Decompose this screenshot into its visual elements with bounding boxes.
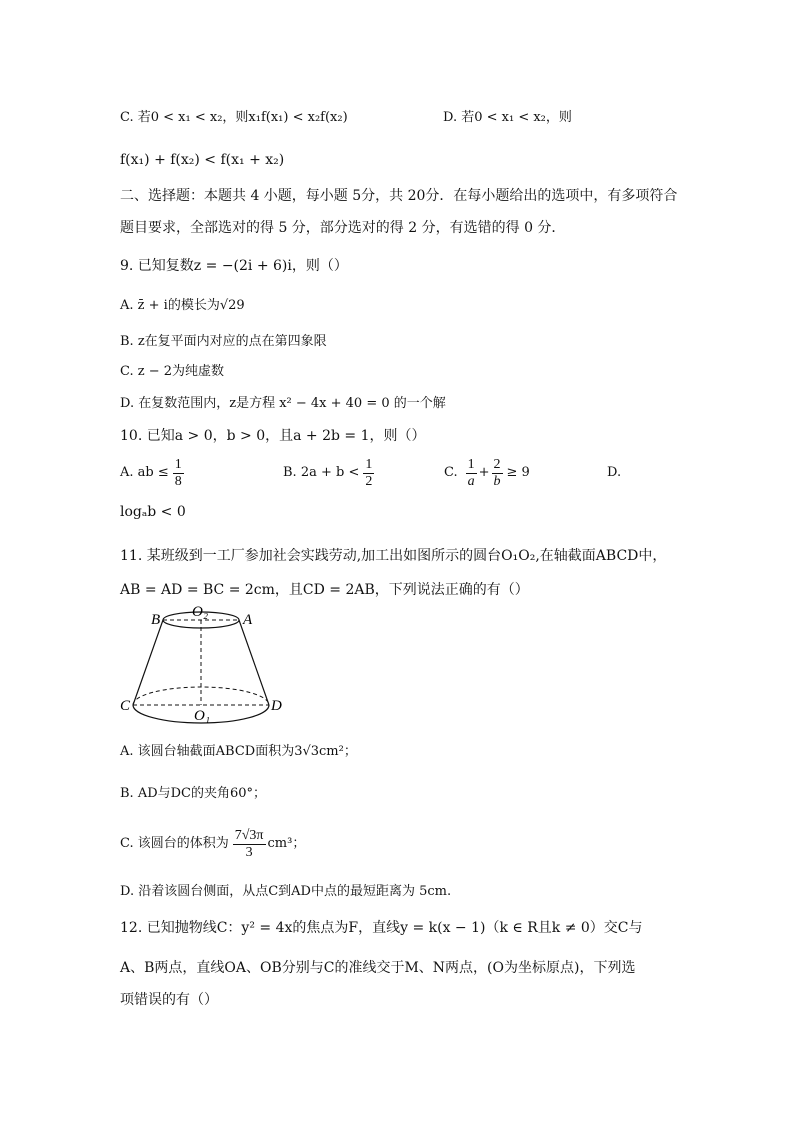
label-O1: O₁: [194, 708, 211, 724]
q12-stem-line2: A、B两点，直线OA、OB分别与C的准线交于M、N两点，(O为坐标原点)，下列选: [120, 960, 636, 976]
q10-b-fraction: [363, 457, 374, 490]
q10-b-prefix: B. 2a + b <: [283, 465, 360, 480]
q11-c-suffix: cm³；: [267, 836, 306, 851]
bottom-ellipse-back: [133, 687, 269, 705]
q10-c-numerator1: 1: [467, 456, 475, 472]
q10-a-numerator: 1: [174, 456, 182, 472]
q9-stem: 9. 已知复数z = −(2i + 6)i，则（）: [120, 258, 348, 274]
q10-c-denominator2: b: [493, 473, 501, 489]
q11-c-prefix: C. 该圆台的体积为: [120, 836, 229, 851]
section-heading-line2: 题目要求，全部选对的得 5 分，部分选对的得 2 分，有选错的得 0 分．: [120, 220, 566, 236]
q8-option-d-continued: f(x₁) + f(x₂) < f(x₁ + x₂): [120, 152, 285, 168]
q10-c-fraction2: [492, 457, 503, 490]
label-C: C: [120, 698, 131, 714]
q10-c-fraction1: [466, 457, 477, 490]
q10-c-plus: +: [478, 465, 490, 480]
q9-option-b: B. z在复平面内对应的点在第四象限: [120, 334, 327, 349]
q10-option-b: [283, 454, 374, 492]
q11-option-a: A. 该圆台轴截面ABCD面积为3√3cm²；: [120, 744, 357, 759]
q9-option-d: D. 在复数范围内，z是方程 x² − 4x + 40 = 0 的一个解: [120, 396, 446, 411]
q11-c-numerator: 7√3π: [234, 827, 264, 843]
q10-c-suffix: ≥ 9: [506, 465, 530, 480]
label-O2: O₂: [192, 604, 209, 620]
q10-option-d-label: D.: [607, 465, 622, 480]
q10-option-a: [120, 454, 184, 492]
q11-stem-line1: 11. 某班级到一工厂参加社会实践劳动,加工出如图所示的圆台O₁O₂,在轴截面ABCD中，: [120, 548, 667, 564]
q10-option-c: [444, 454, 530, 492]
label-D: D: [271, 698, 282, 714]
left-slant-edge: [133, 620, 163, 705]
q10-b-denominator: 2: [365, 473, 373, 489]
section-heading-line1: 二、选择题：本题共 4 小题，每小题 5分，共 20分．在每小题给出的选项中，有多项符合: [120, 188, 678, 204]
q12-stem-line1: 12. 已知抛物线C：y² = 4x的焦点为F，直线y = k(x − 1)（k ∈ R且k ≠ 0）交C与: [120, 920, 643, 936]
q10-c-denominator1: a: [467, 473, 475, 489]
right-slant-edge: [239, 620, 269, 705]
q10-a-denominator: 8: [174, 473, 182, 489]
q10-a-fraction: [173, 457, 184, 490]
q10-a-prefix: A. ab ≤: [120, 465, 169, 480]
q8-option-d: D. 若0 < x₁ < x₂，则: [443, 110, 572, 125]
frustum-figure: [118, 604, 293, 724]
q11-c-denominator: 3: [245, 844, 253, 860]
q11-option-c: [120, 822, 305, 866]
q11-stem-line2: AB = AD = BC = 2cm，且CD = 2AB，下列说法正确的有（）: [120, 582, 529, 598]
q8-option-c: C. 若0 < x₁ < x₂，则x₁f(x₁) < x₂f(x₂): [120, 110, 348, 125]
q10-c-prefix: C.: [444, 465, 458, 480]
q10-c-numerator2: 2: [493, 456, 501, 472]
q11-option-d: D. 沿着该圆台侧面，从点C到AD中点的最短距离为 5cm.: [120, 884, 452, 899]
q9-option-c: C. z − 2为纯虚数: [120, 364, 225, 379]
q10-option-d-continued: logₐb < 0: [120, 504, 186, 520]
q10-stem: 10. 已知a > 0，b > 0，且a + 2b = 1，则（）: [120, 428, 426, 444]
q12-stem-line3: 项错误的有（）: [120, 992, 218, 1008]
q9-option-a: A. z̄ + i的模长为√29: [120, 298, 245, 313]
label-B: B: [151, 612, 161, 628]
q11-option-b: B. AD与DC的夹角60°；: [120, 786, 267, 801]
label-A: A: [243, 612, 253, 628]
q11-c-fraction: [233, 828, 266, 861]
q10-b-numerator: 1: [365, 456, 373, 472]
